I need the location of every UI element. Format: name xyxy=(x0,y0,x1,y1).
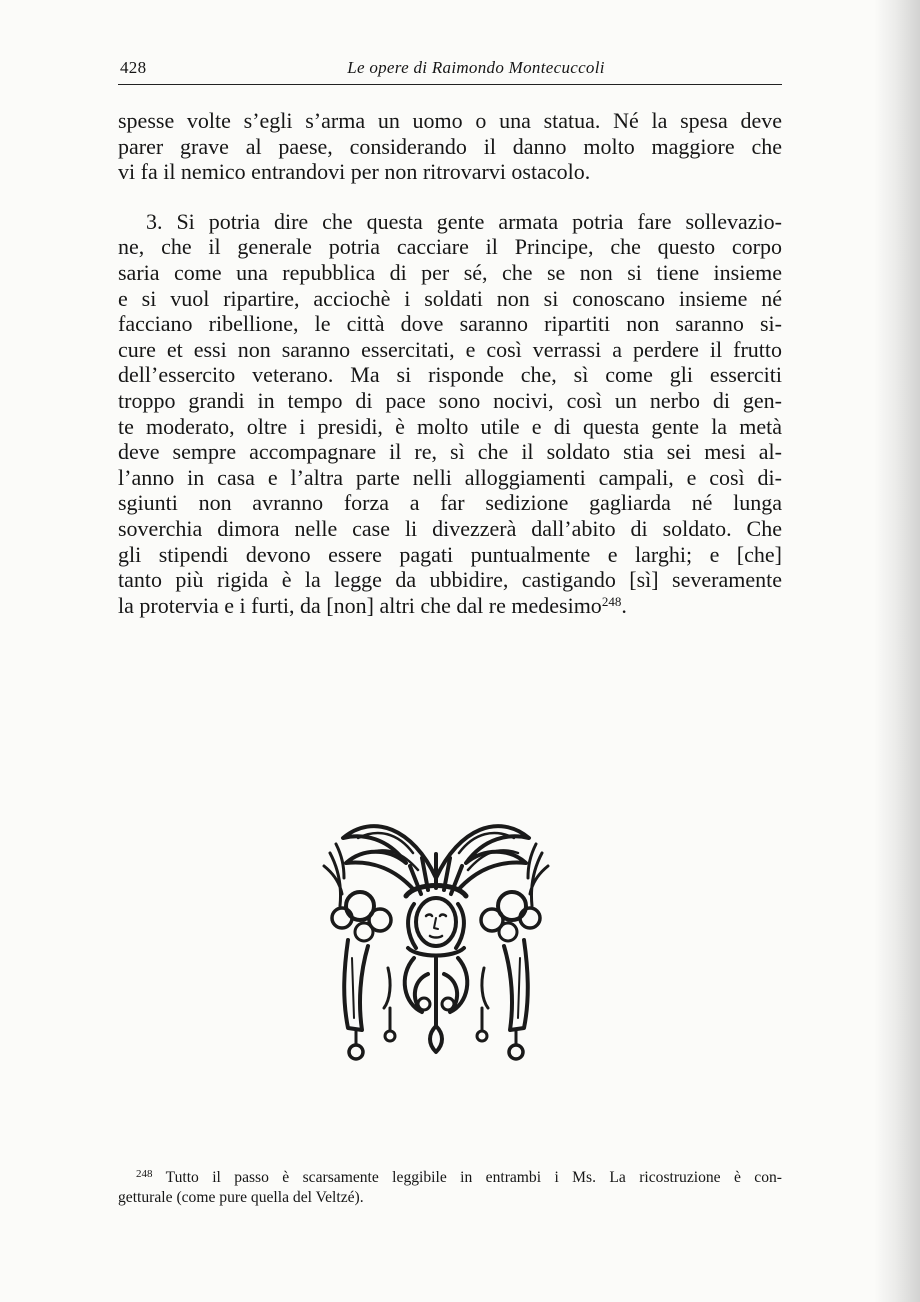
text-line: troppo grandi in tempo di pace sono nocivi, così un nerbo di gen- xyxy=(118,387,782,413)
text-line: cure et essi non saranno essercitati, e così verrassi a perdere il frutto xyxy=(118,336,782,362)
text-line: soverchia dimora nelle case li divezzerà dall’abito di soldato. Che xyxy=(118,515,782,541)
text-line: deve sempre accompagnare il re, sì che il soldato stia sei mesi al- xyxy=(118,439,782,465)
footnote-text: Tutto il passo è scarsamente leggibile in entrambi i Ms. La ricostruzione è con- xyxy=(165,1169,782,1186)
text-line: saria come una repubblica di per sé, che se non si tiene insieme xyxy=(118,259,782,285)
footnote xyxy=(118,1168,782,1208)
text-line xyxy=(118,209,782,235)
text-line: vi fa il nemico entrandovi per non ritrovarvi ostacolo. xyxy=(118,159,591,185)
text-line-content: la protervia e i furti, da [non] altri che dal re medesimo xyxy=(118,592,602,618)
page-header xyxy=(120,58,782,84)
page-number: 428 xyxy=(120,58,147,77)
text-line: te moderato, oltre i presidi, è molto utile e di questa gente la metà xyxy=(118,413,782,439)
page-gutter-shadow xyxy=(874,0,920,1302)
paragraph-gap xyxy=(118,185,782,209)
text-line: l’anno in casa e l’altra parte nelli alloggiamenti campali, e così di- xyxy=(118,464,782,490)
text-line: tanto più rigida è la legge da ubbidire, castigando [sì] severamente xyxy=(118,567,782,593)
text-line xyxy=(118,593,782,619)
text-line: facciano ribellione, le città dove saranno ripartiti non saranno si- xyxy=(118,311,782,337)
footnote-reference[interactable]: 248 xyxy=(601,593,622,609)
footnote-line xyxy=(118,1168,782,1188)
running-title: Le opere di Raimondo Montecuccoli xyxy=(347,58,605,77)
text-line: spesse volte s’egli s’arma un uomo o una statua. Né la spesa deve xyxy=(118,108,782,133)
body-text xyxy=(118,108,782,618)
paragraph-1 xyxy=(118,108,782,185)
header-rule xyxy=(118,84,782,85)
final-period: . xyxy=(621,592,627,618)
text-line: gli stipendi devono essere pagati puntualmente e larghi; e [che] xyxy=(118,541,782,567)
tailpiece-mask-ornament-icon xyxy=(318,808,554,1078)
text-line: e si vuol ripartire, acciochè i soldati non si conoscano insieme né xyxy=(118,285,782,311)
text-line: sgiunti non avranno forza a far sedizione gagliarda né lunga xyxy=(118,490,782,516)
paragraph-2 xyxy=(118,209,782,619)
text-line: dell’essercito veterano. Ma si risponde che, sì come gli esserciti xyxy=(118,362,782,388)
text-line: ne, che il generale potria cacciare il Principe, che questo corpo xyxy=(118,234,782,260)
text-line-content: 3. Si potria dire che questa gente armata potria fare sollevazio- xyxy=(146,208,782,234)
footnote-number: 248 xyxy=(136,1168,153,1180)
footnote-line: getturale (come pure quella del Veltzé). xyxy=(118,1189,364,1206)
text-line: parer grave al paese, considerando il danno molto maggiore che xyxy=(118,133,782,159)
